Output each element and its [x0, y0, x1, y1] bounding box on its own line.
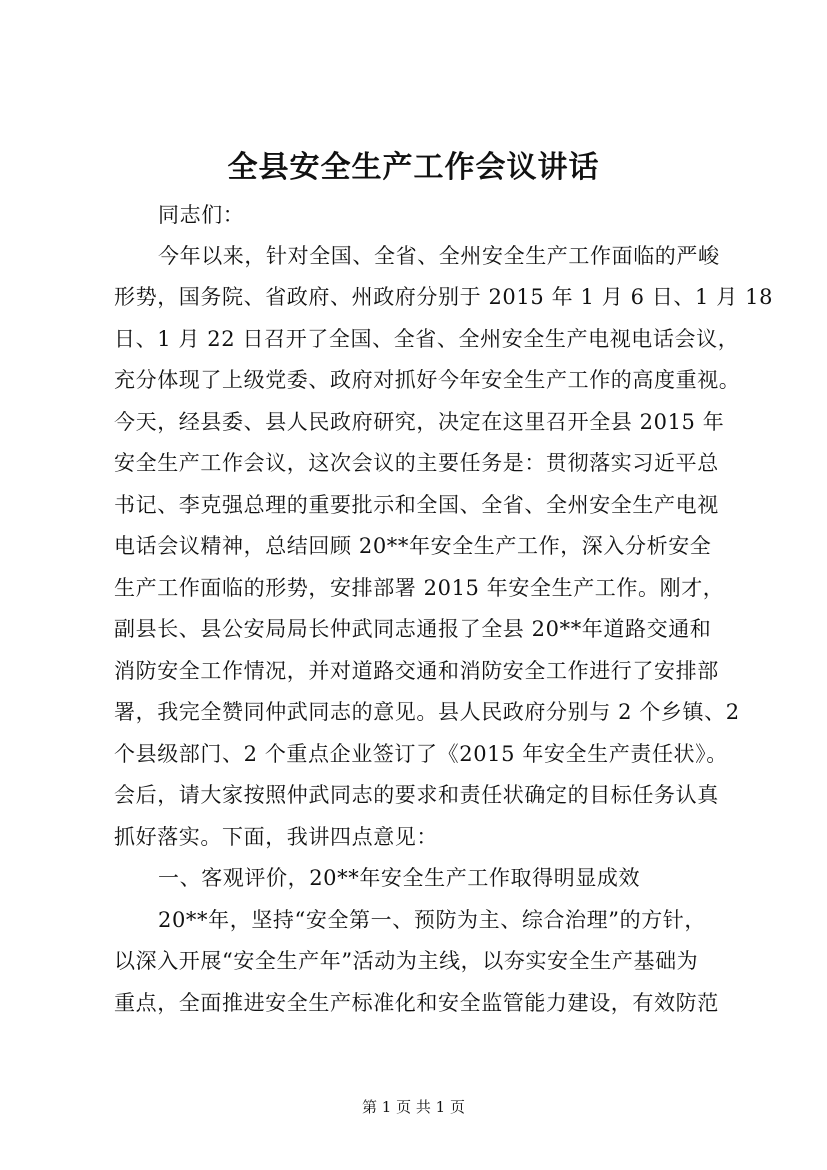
body-line: 20**年，坚持“安全第一、预防为主、综合治理”的方针， — [158, 908, 706, 932]
body-line: 个县级部门、2 个重点企业签订了《2015 年安全生产责任状》。 — [114, 742, 728, 766]
section-heading: 一、客观评价，20**年安全生产工作取得明显成效 — [158, 866, 641, 890]
salutation-line: 同志们： — [158, 203, 245, 227]
body-line: 重点，全面推进安全生产标准化和安全监管能力建设，有效防范 — [114, 991, 719, 1015]
body-line: 今天，经县委、县人民政府研究，决定在这里召开全县 2015 年 — [114, 410, 725, 434]
body-line: 书记、李克强总理的重要批示和全国、全省、全州安全生产电视 — [114, 493, 719, 517]
body-line: 充分体现了上级党委、政府对抓好今年安全生产工作的高度重视。 — [114, 368, 741, 392]
body-line: 消防安全工作情况，并对道路交通和消防安全工作进行了安排部 — [114, 659, 719, 683]
body-line: 电话会议精神，总结回顾 20**年安全生产工作，深入分析安全 — [114, 534, 712, 558]
body-line: 安全生产工作会议，这次会议的主要任务是：贯彻落实习近平总 — [114, 451, 719, 475]
body-line: 会后，请大家按照仲武同志的要求和责任状确定的目标任务认真 — [114, 783, 719, 807]
body-line: 以深入开展“安全生产年”活动为主线，以夯实安全生产基础为 — [114, 949, 699, 973]
body-line: 今年以来，针对全国、全省、全州安全生产工作面临的严峻 — [158, 244, 720, 268]
page-number-footer: 第 1 页 共 1 页 — [362, 1098, 465, 1116]
body-line: 生产工作面临的形势，安排部署 2015 年安全生产工作。刚才， — [114, 576, 725, 600]
body-line: 日、1 月 22 日召开了全国、全省、全州安全生产电视电话会议， — [114, 327, 740, 351]
body-line: 形势，国务院、省政府、州政府分别于 2015 年 1 月 6 日、1 月 18 — [114, 285, 774, 309]
body-line: 副县长、县公安局局长仲武同志通报了全县 20**年道路交通和 — [114, 617, 712, 641]
body-line: 抓好落实。下面，我讲四点意见： — [114, 825, 438, 849]
body-line: 署，我完全赞同仲武同志的意见。县人民政府分别与 2 个乡镇、2 — [114, 700, 740, 724]
document-title: 全县安全生产工作会议讲话 — [227, 150, 600, 185]
